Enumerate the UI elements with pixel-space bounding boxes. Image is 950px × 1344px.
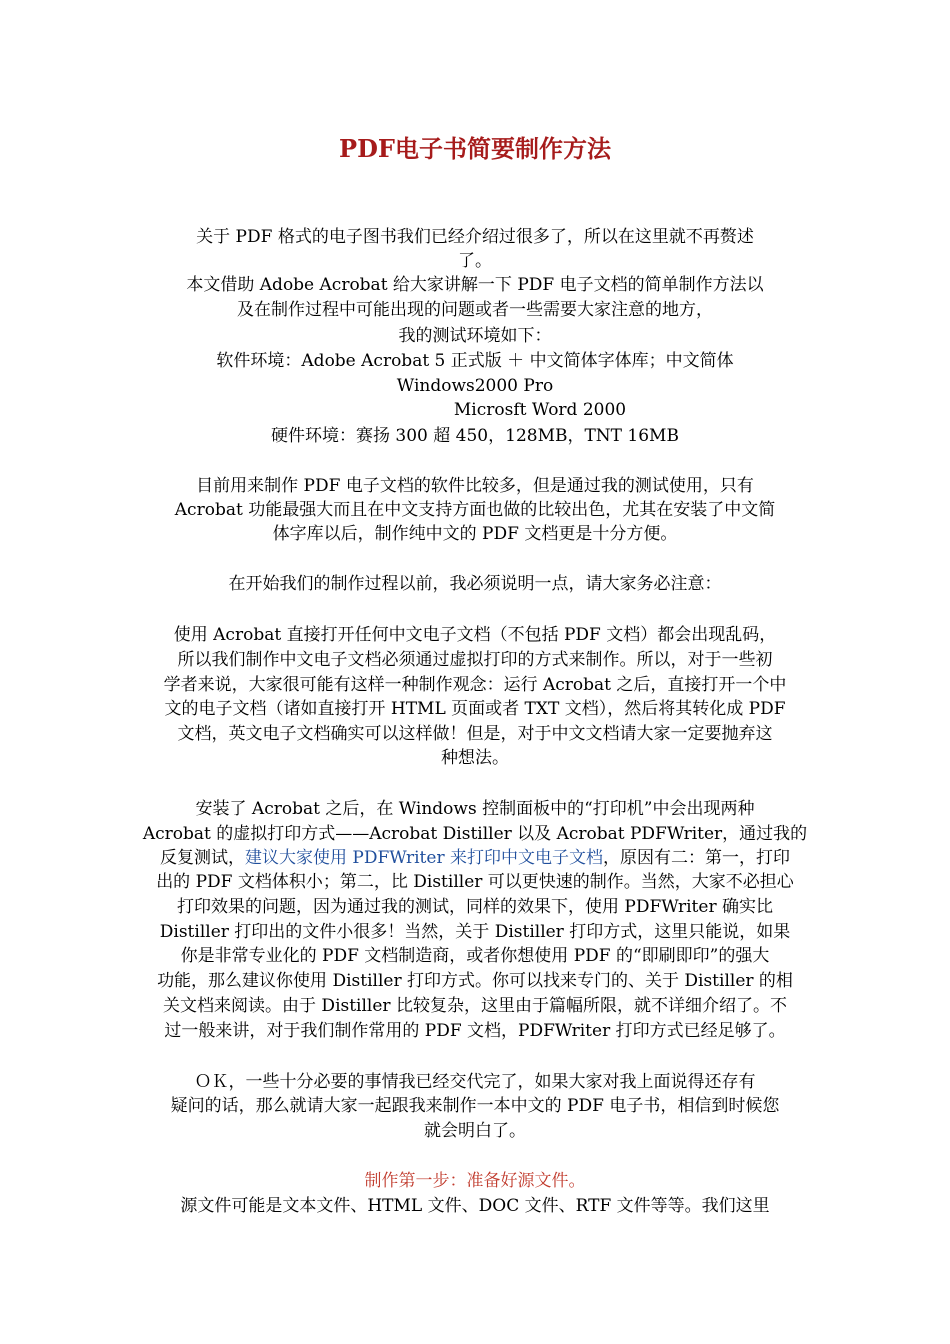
- para2-line-1: 目前用来制作 PDF 电子文档的软件比较多，但是通过我的测试使用，只有: [196, 476, 754, 496]
- intro-line-6: 软件环境：Adobe Acrobat 5 正式版 ＋ 中文简体字体库；中文简体: [216, 351, 734, 371]
- step1-line-1: 源文件可能是文本文件、HTML 文件、DOC 文件、RTF 文件等等。我们这里: [180, 1196, 770, 1216]
- para4-line-2: 所以我们制作中文电子文档必须通过虚拟打印的方式来制作。所以，对于一些初: [177, 650, 773, 670]
- para2-line-2: Acrobat 功能最强大而且在中文支持方面也做的比较出色，尤其在安装了中文简: [174, 500, 776, 520]
- step1-heading: 制作第一步：准备好源文件。: [364, 1171, 586, 1191]
- intro-line-2: 了。: [458, 251, 492, 271]
- para2-line-3: 体字库以后，制作纯中文的 PDF 文档更是十分方便。: [272, 524, 678, 544]
- intro-line-4: 及在制作过程中可能出现的问题或者一些需要大家注意的地方，: [237, 300, 713, 320]
- document-title: PDF电子书简要制作方法: [339, 134, 611, 163]
- para4-line-3: 学者来说，大家很可能有这样一种制作观念：运行 Acrobat 之后，直接打开一个中: [163, 675, 787, 695]
- para6-line-1: ＯＫ，一些十分必要的事情我已经交代完了，如果大家对我上面说得还存有: [194, 1072, 756, 1092]
- recommendation-link[interactable]: 建议大家使用 PDFWriter 来打印中文电子文档: [245, 848, 603, 868]
- intro-line-8: Microsft Word 2000: [453, 400, 627, 420]
- para5-line-8: 功能，那么建议你使用 Distiller 打印方式。你可以找来专门的、关于 Distiller 的相: [157, 971, 793, 991]
- para4-line-5: 文档，英文电子文档确实可以这样做！但是，对于中文文档请大家一定要抛弃这: [177, 724, 773, 744]
- para5-line-3-suffix: ，原因有二：第一，打印: [602, 848, 790, 868]
- para5-line-10: 过一般来讲，对于我们制作常用的 PDF 文档，PDFWriter 打印方式已经足够了。: [164, 1021, 786, 1041]
- intro-line-7: Windows2000 Pro: [396, 376, 554, 396]
- para4-line-1: 使用 Acrobat 直接打开任何中文电子文档（不包括 PDF 文档）都会出现乱码，: [173, 625, 777, 645]
- intro-line-9: 硬件环境：赛扬 300 超 450，128MB，TNT 16MB: [271, 426, 679, 446]
- para4-line-6: 种想法。: [441, 748, 509, 768]
- para4-line-4: 文的电子文档（诸如直接打开 HTML 页面或者 TXT 文档），然后将其转化成 PDF: [164, 699, 786, 719]
- para5-line-3-prefix: 反复测试，: [160, 848, 246, 868]
- intro-line-5: 我的测试环境如下：: [398, 326, 552, 346]
- intro-line-3: 本文借助 Adobe Acrobat 给大家讲解一下 PDF 电子文档的简单制作方法以: [186, 275, 764, 295]
- intro-line-1: 关于 PDF 格式的电子图书我们已经介绍过很多了，所以在这里就不再赘述: [196, 227, 754, 247]
- para5-line-2: Acrobat 的虚拟打印方式——Acrobat Distiller 以及 Acrobat PDFWriter，通过我的: [142, 824, 808, 844]
- para6-line-2: 疑问的话，那么就请大家一起跟我来制作一本中文的 PDF 电子书，相信到时候您: [170, 1096, 780, 1116]
- para5-line-1: 安装了 Acrobat 之后，在 Windows 控制面板中的“打印机”中会出现两种: [195, 799, 755, 819]
- para6-line-3: 就会明白了。: [424, 1121, 526, 1141]
- para5-line-9: 关文档来阅读。由于 Distiller 比较复杂，这里由于篇幅所限，就不详细介绍了。不: [163, 996, 787, 1016]
- para5-line-6: Distiller 打印出的文件小很多！当然，关于 Distiller 打印方式，这里只能说，如果: [159, 922, 791, 942]
- para5-line-5: 打印效果的问题，因为通过我的测试，同样的效果下，使用 PDFWriter 确实比: [177, 897, 773, 917]
- para5-line-4: 出的 PDF 文档体积小；第二，比 Distiller 可以更快速的制作。当然，大家不必担心: [156, 872, 794, 892]
- para3-line-1: 在开始我们的制作过程以前，我必须说明一点，请大家务必注意：: [228, 574, 722, 594]
- para5-line-3: [140, 846, 810, 870]
- para5-line-7: 你是非常专业化的 PDF 文档制造商，或者你想使用 PDF 的“即刷即印”的强大: [180, 946, 770, 966]
